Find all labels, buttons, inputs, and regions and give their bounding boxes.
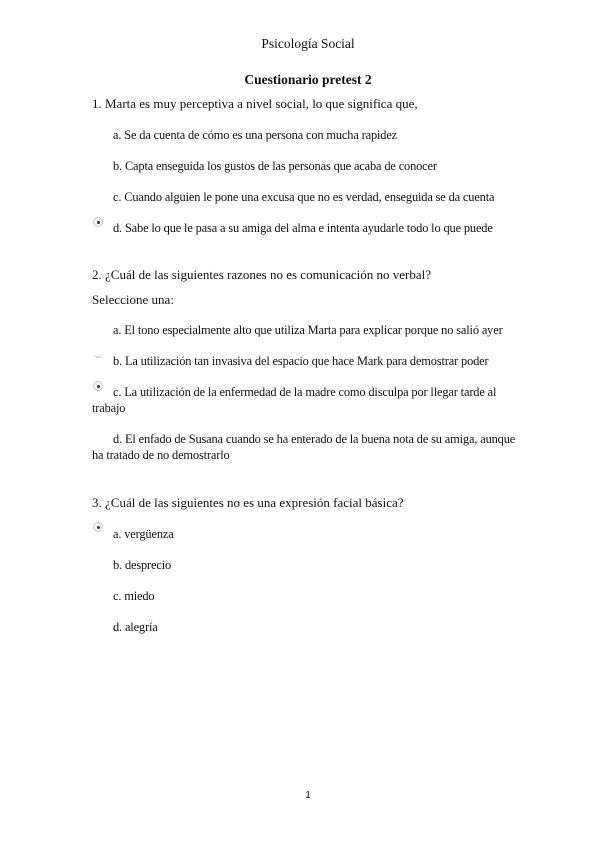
q2-option-c[interactable]: c. La utilización de la enfermedad de la madre como disculpa por llegar tarde al trabajo bbox=[92, 385, 497, 415]
document-header: Psicología Social bbox=[261, 36, 355, 51]
q1-option-b[interactable]: b. Capta enseguida los gustos de las personas que acaba de conocer bbox=[113, 159, 437, 173]
q2-option-a[interactable]: a. El tono especialmente alto que utiliza Marta para explicar porque no salió ayer bbox=[113, 323, 503, 337]
q2-option-b-radio[interactable] bbox=[94, 354, 102, 358]
document-title: Cuestionario pretest 2 bbox=[244, 72, 372, 87]
q3-option-d[interactable]: d. alegría bbox=[113, 620, 158, 634]
question-3-text: 3. ¿Cuál de las siguientes no es una expresión facial básica? bbox=[92, 495, 404, 510]
q3-option-a-radio-selected[interactable] bbox=[93, 522, 103, 532]
question-2-text: 2. ¿Cuál de las siguientes razones no es comunicación no verbal? bbox=[92, 267, 431, 282]
q1-option-a[interactable]: a. Se da cuenta de cómo es una persona con mucha rapidez bbox=[113, 128, 398, 142]
q3-option-a[interactable]: a. vergüenza bbox=[113, 527, 174, 541]
q2-option-d[interactable]: d. El enfado de Susana cuando se ha enterado de la buena nota de su amiga, aunque ha tratado de no demostrarlo bbox=[92, 432, 516, 462]
q3-option-c[interactable]: c. miedo bbox=[113, 589, 155, 603]
q2-option-b[interactable]: b. La utilización tan invasiva del espacio que hace Mark para demostrar poder bbox=[113, 354, 489, 368]
question-1-text: 1. Marta es muy perceptiva a nivel social, lo que significa que, bbox=[92, 96, 418, 111]
q3-option-b[interactable]: b. desprecio bbox=[113, 558, 172, 572]
q1-option-d[interactable]: d. Sabe lo que le pasa a su amiga del alma e intenta ayudarle todo lo que puede bbox=[113, 221, 493, 235]
q1-option-c[interactable]: c. Cuando alguien le pone una excusa que no es verdad, enseguida se da cuenta bbox=[113, 190, 495, 204]
question-2-instruction: Seleccione una: bbox=[92, 292, 174, 307]
q1-option-d-radio-selected[interactable] bbox=[93, 217, 103, 227]
page-number: 1 bbox=[305, 790, 311, 801]
